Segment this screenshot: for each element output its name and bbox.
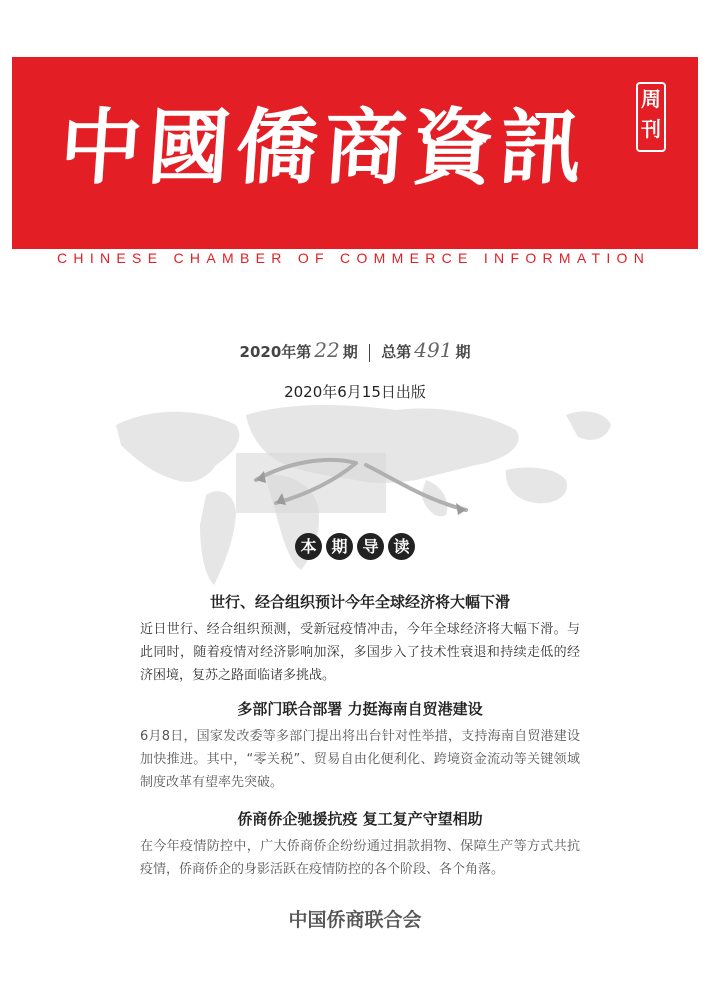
article-title[interactable]: 侨商侨企驰援抗疫 复工复产守望相助: [237, 810, 483, 828]
article-body: 在今年疫情防控中，广大侨商侨企纷纷通过捐款捐物、保障生产等方式共抗疫情，侨商侨企的身影活跃在疫情防控的各个阶段、各个角落。: [140, 839, 580, 877]
total-label: 总第: [381, 343, 412, 361]
article-title[interactable]: 世行、经合组织预计今年全球经济将大幅下滑: [209, 593, 510, 611]
world-map-icon: [96, 385, 636, 605]
article-1: [140, 591, 580, 687]
lead-char: 导: [357, 533, 384, 560]
lead-heading: [0, 533, 710, 560]
lead-char: 期: [326, 533, 353, 560]
article-title[interactable]: 多部门联合部署 力挺海南自贸港建设: [237, 700, 483, 718]
lead-char: 读: [388, 533, 415, 560]
lead-char: 本: [295, 533, 322, 560]
publisher-name: 中国侨商联合会: [288, 909, 422, 931]
total-suffix: 期: [455, 343, 471, 361]
weekly-seal: 周刊: [636, 82, 666, 152]
masthead-title: 中國僑商資訊: [56, 100, 592, 196]
masthead-subtitle: CHINESE CHAMBER OF COMMERCE INFORMATION: [57, 250, 651, 266]
article-3: [140, 808, 580, 881]
issue-divider: [369, 344, 370, 362]
article-body: 近日世行、经合组织预测，受新冠疫情冲击，今年全球经济将大幅下滑。与此同时，随着疫情对经济影响加深，多国步入了技术性衰退和持续走低的经济困境，复苏之路面临诸多挑战。: [140, 622, 580, 683]
publication-date: 2020年6月15日出版: [284, 383, 426, 401]
issue-line: [0, 338, 710, 362]
article-2: [140, 698, 580, 794]
issue-suffix: 期: [342, 343, 358, 361]
issue-year-label: 2020年第: [239, 343, 312, 361]
issue-number: 22: [314, 338, 340, 362]
article-body: 6月8日，国家发改委等多部门提出将出台针对性举措，支持海南自贸港建设加快推进。其中，“零关税”、贸易自由化便利化、跨境资金流动等关键领域制度改革有望率先突破。: [140, 729, 580, 790]
total-number: 491: [414, 338, 453, 362]
